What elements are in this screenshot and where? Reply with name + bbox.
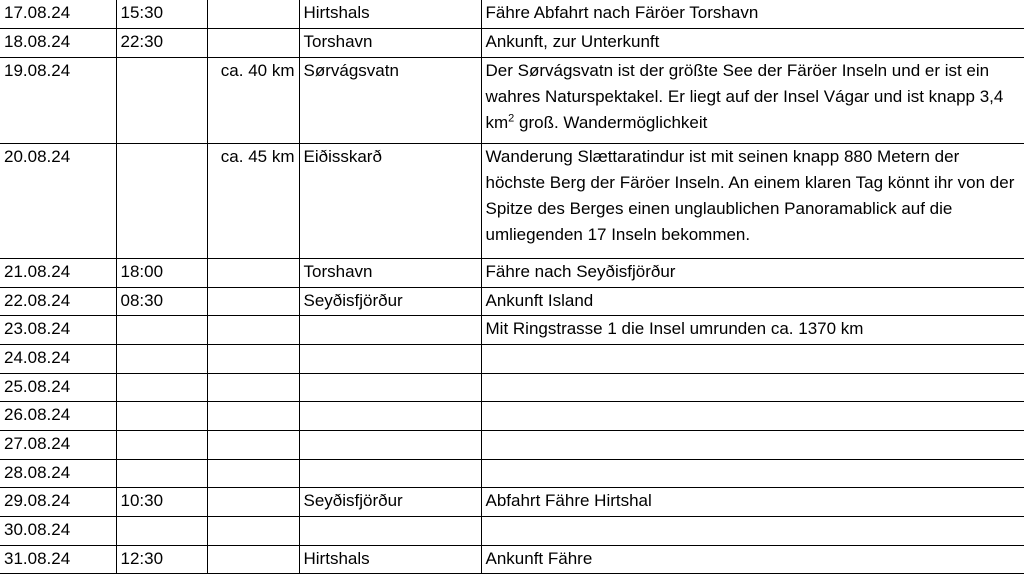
table-row (0, 344, 1024, 373)
time-cell (116, 431, 207, 460)
table-row (0, 459, 1024, 488)
note-cell: Fähre Abfahrt nach Färöer Torshavn (481, 0, 1024, 29)
note-cell (481, 431, 1024, 460)
table-row (0, 57, 1024, 143)
distance-cell (207, 545, 299, 574)
table-row (0, 143, 1024, 258)
time-cell: 15:30 (116, 0, 207, 29)
place-cell (299, 373, 481, 402)
distance-cell (207, 431, 299, 460)
place-cell (299, 316, 481, 345)
date-cell: 23.08.24 (0, 316, 116, 345)
table-row (0, 373, 1024, 402)
place-cell (299, 402, 481, 431)
time-cell (116, 143, 207, 258)
distance-cell (207, 316, 299, 345)
table-row (0, 488, 1024, 517)
note-cell: Fähre nach Seyðisfjörður (481, 258, 1024, 287)
note-cell: Ankunft Fähre (481, 545, 1024, 574)
table-row (0, 431, 1024, 460)
date-cell: 22.08.24 (0, 287, 116, 316)
distance-cell (207, 488, 299, 517)
time-cell (116, 316, 207, 345)
table-row (0, 517, 1024, 546)
date-cell: 29.08.24 (0, 488, 116, 517)
place-cell (299, 517, 481, 546)
distance-cell: ca. 45 km (207, 143, 299, 258)
date-cell: 27.08.24 (0, 431, 116, 460)
place-cell: Torshavn (299, 258, 481, 287)
table-row (0, 0, 1024, 29)
time-cell: 18:00 (116, 258, 207, 287)
note-cell (481, 459, 1024, 488)
date-cell: 30.08.24 (0, 517, 116, 546)
distance-cell (207, 0, 299, 29)
date-cell: 31.08.24 (0, 545, 116, 574)
place-cell (299, 344, 481, 373)
date-cell: 21.08.24 (0, 258, 116, 287)
date-cell: 28.08.24 (0, 459, 116, 488)
date-cell: 26.08.24 (0, 402, 116, 431)
table-row (0, 29, 1024, 58)
table-row (0, 545, 1024, 574)
distance-cell (207, 344, 299, 373)
note-cell (481, 402, 1024, 431)
note-cell: Ankunft, zur Unterkunft (481, 29, 1024, 58)
note-cell: Ankunft Island (481, 287, 1024, 316)
table-row (0, 316, 1024, 345)
date-cell: 20.08.24 (0, 143, 116, 258)
place-cell: Torshavn (299, 29, 481, 58)
place-cell: Seyðisfjörður (299, 287, 481, 316)
place-cell: Seyðisfjörður (299, 488, 481, 517)
place-cell (299, 459, 481, 488)
note-cell: Abfahrt Fähre Hirtshal (481, 488, 1024, 517)
place-cell (299, 431, 481, 460)
note-cell (481, 517, 1024, 546)
time-cell (116, 344, 207, 373)
date-cell: 25.08.24 (0, 373, 116, 402)
place-cell: Hirtshals (299, 545, 481, 574)
note-text: Der Sørvágsvatn ist der größte See der Färöer Inseln und er ist ein wahres Naturspektakel. Er liegt auf der Insel Vágar und ist knapp 3,4 km (485, 60, 1004, 132)
table-row (0, 287, 1024, 316)
note-text-end: groß. Wandermöglichkeit (514, 112, 708, 132)
time-cell (116, 517, 207, 546)
table-row (0, 402, 1024, 431)
time-cell: 12:30 (116, 545, 207, 574)
note-cell (481, 373, 1024, 402)
date-cell: 18.08.24 (0, 29, 116, 58)
distance-cell (207, 373, 299, 402)
time-cell (116, 459, 207, 488)
note-cell: Mit Ringstrasse 1 die Insel umrunden ca. 1370 km (481, 316, 1024, 345)
date-cell: 24.08.24 (0, 344, 116, 373)
time-cell (116, 57, 207, 143)
time-cell (116, 373, 207, 402)
table-row (0, 258, 1024, 287)
time-cell: 10:30 (116, 488, 207, 517)
distance-cell (207, 402, 299, 431)
time-cell (116, 402, 207, 431)
place-cell: Sørvágsvatn (299, 57, 481, 143)
time-cell: 08:30 (116, 287, 207, 316)
date-cell: 19.08.24 (0, 57, 116, 143)
distance-cell (207, 258, 299, 287)
distance-cell (207, 287, 299, 316)
note-cell (481, 57, 1024, 143)
time-cell: 22:30 (116, 29, 207, 58)
note-cell: Wanderung Slættaratindur ist mit seinen knapp 880 Metern der höchste Berg der Färöer Inseln. An einem klaren Tag könnt ihr von der Spitze des Berges einen unglaublichen Panoramablick auf die umliegenden 17 Inseln bekommen. (481, 143, 1024, 258)
distance-cell (207, 29, 299, 58)
superscript-two: 2 (508, 112, 515, 125)
place-cell: Hirtshals (299, 0, 481, 29)
date-cell: 17.08.24 (0, 0, 116, 29)
distance-cell: ca. 40 km (207, 57, 299, 143)
distance-cell (207, 517, 299, 546)
place-cell: Eiðisskarð (299, 143, 481, 258)
note-cell (481, 344, 1024, 373)
distance-cell (207, 459, 299, 488)
